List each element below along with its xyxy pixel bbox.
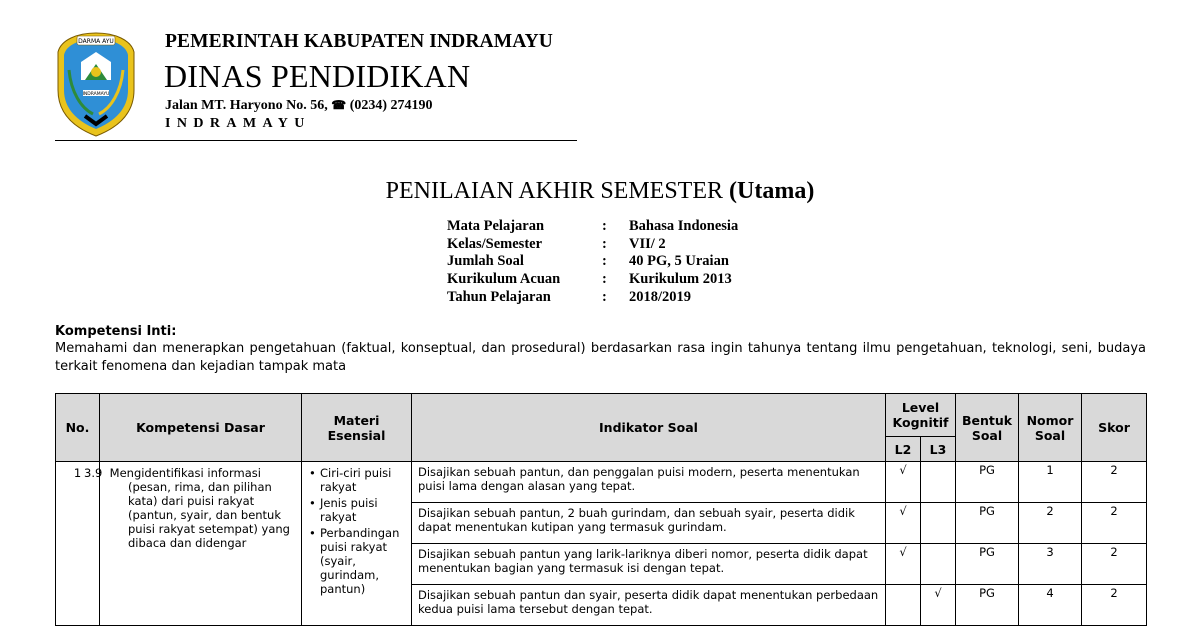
telephone-icon: ☎ [331, 98, 347, 112]
government-name: PEMERINTAH KABUPATEN INDRAMAYU [165, 31, 553, 52]
meta-row: Kurikulum Acuan : Kurikulum 2013 [447, 271, 732, 288]
indikator-cell: Disajikan sebuah pantun, 2 buah gurindam, dan sebuah syair, peserta didik dapat menentukan kutipan yang termasuk gurindam. [412, 503, 886, 544]
meta-value: 2018/2019 [629, 288, 692, 305]
indikator-cell: Disajikan sebuah pantun dan syair, peserta didik dapat menentukan perbedaan kedua puisi lama tersebut dengan tepat. [412, 585, 886, 626]
level-l3-check [921, 462, 956, 503]
meta-label: Kelas/Semester [447, 235, 543, 252]
bentuk-soal-cell: PG [956, 462, 1019, 503]
header-indikator-soal: Indikator Soal [412, 394, 886, 462]
logo-motto: DARMA AYU [78, 38, 114, 45]
meta-row: Kelas/Semester : VII/ 2 [447, 235, 666, 252]
title-sub: (Utama) [729, 178, 815, 204]
bentuk-soal-cell: PG [956, 544, 1019, 585]
bentuk-soal-cell: PG [956, 585, 1019, 626]
meta-value: VII/ 2 [629, 235, 666, 252]
indikator-cell: Disajikan sebuah pantun yang larik-lariknya diberi nomor, peserta didik dapat menentukan bagian yang termasuk isi dengan tepat. [412, 544, 886, 585]
header-nomor-soal: Nomor Soal [1019, 394, 1082, 462]
level-l2-check: √ [886, 503, 921, 544]
meta-label: Jumlah Soal [447, 253, 524, 270]
skor-cell: 2 [1082, 585, 1147, 626]
kd-text: Mengidentifikasi informasi (pesan, rima, dan pilihan kata) dari puisi rakyat (pantun, syair, dan bentuk puisi rakyat setempat) yang dibaca dan didengar [109, 466, 290, 550]
kompetensi-inti-heading: Kompetensi Inti: [55, 324, 177, 339]
exam-meta [447, 218, 738, 307]
materi-item: • Perbandingan puisi rakyat (syair, gurindam, pantun) [318, 526, 408, 596]
header-kompetensi-dasar: Kompetensi Dasar [100, 394, 302, 462]
level-l2-check [886, 585, 921, 626]
meta-row: Mata Pelajaran : Bahasa Indonesia [447, 218, 739, 234]
meta-label: Tahun Pelajaran [447, 288, 551, 305]
meta-label: Mata Pelajaran [447, 218, 545, 234]
meta-row: Jumlah Soal : 40 PG, 5 Uraian [447, 253, 729, 270]
meta-value: Kurikulum 2013 [629, 271, 732, 288]
skor-cell: 2 [1082, 462, 1147, 503]
address-line [165, 98, 433, 114]
letterhead-divider [55, 140, 577, 141]
kompetensi-dasar-cell: 3.9 Mengidentifikasi informasi (pesan, rima, dan pilihan kata) dari puisi rakyat (pantun, syair, dan bentuk puisi rakyat setempat) yang dibaca dan didengar [100, 462, 302, 626]
nomor-soal-cell: 2 [1019, 503, 1082, 544]
nomor-soal-cell: 1 [1019, 462, 1082, 503]
level-l3-check [921, 503, 956, 544]
nomor-soal-cell: 4 [1019, 585, 1082, 626]
level-l2-check: √ [886, 544, 921, 585]
materi-item: • Jenis puisi rakyat [318, 496, 408, 524]
meta-value: 40 PG, 5 Uraian [629, 253, 729, 270]
header-level-kognitif: Level Kognitif [886, 394, 956, 437]
level-l3-check: √ [921, 585, 956, 626]
bentuk-soal-cell: PG [956, 503, 1019, 544]
materi-item: • Ciri-ciri puisi rakyat [318, 466, 408, 494]
city-name: INDRAMAYU [165, 116, 311, 131]
table-row [56, 462, 1147, 503]
level-l3-check [921, 544, 956, 585]
meta-row: Tahun Pelajaran : 2018/2019 [447, 288, 692, 305]
kompetensi-inti-text: Memahami dan menerapkan pengetahuan (faktual, konseptual, dan prosedural) berdasarkan rasa ingin tahunya tentang ilmu pengetahuan, teknologi, seni, budaya terkait fenomena dan kejadian tampak mata [55, 341, 1146, 374]
logo-banner: INDRAMAYU [82, 92, 110, 97]
skor-cell: 2 [1082, 503, 1147, 544]
header-skor: Skor [1082, 394, 1147, 462]
header-no: No. [56, 394, 100, 462]
kisi-kisi-table [55, 393, 1147, 626]
materi-esensial-cell [302, 462, 412, 626]
header-l2: L2 [886, 437, 921, 462]
document-title [0, 178, 1200, 205]
regency-emblem-logo [55, 30, 137, 138]
row-number: 1 [56, 462, 100, 626]
title-main: PENILAIAN AKHIR SEMESTER [385, 178, 724, 204]
level-l2-check: √ [886, 462, 921, 503]
nomor-soal-cell: 3 [1019, 544, 1082, 585]
header-l3: L3 [921, 437, 956, 462]
indikator-cell: Disajikan sebuah pantun, dan penggalan puisi modern, peserta menentukan puisi lama dengan alasan yang tepat. [412, 462, 886, 503]
phone-number: (0234) 274190 [349, 98, 433, 113]
agency-name: DINAS PENDIDIKAN [164, 58, 471, 94]
header-bentuk-soal: Bentuk Soal [956, 394, 1019, 462]
skor-cell: 2 [1082, 544, 1147, 585]
header-materi-esensial: Materi Esensial [302, 394, 412, 462]
meta-value: Bahasa Indonesia [629, 218, 739, 234]
meta-label: Kurikulum Acuan [447, 271, 561, 288]
address-text: Jalan MT. Haryono No. 56, [165, 98, 328, 113]
